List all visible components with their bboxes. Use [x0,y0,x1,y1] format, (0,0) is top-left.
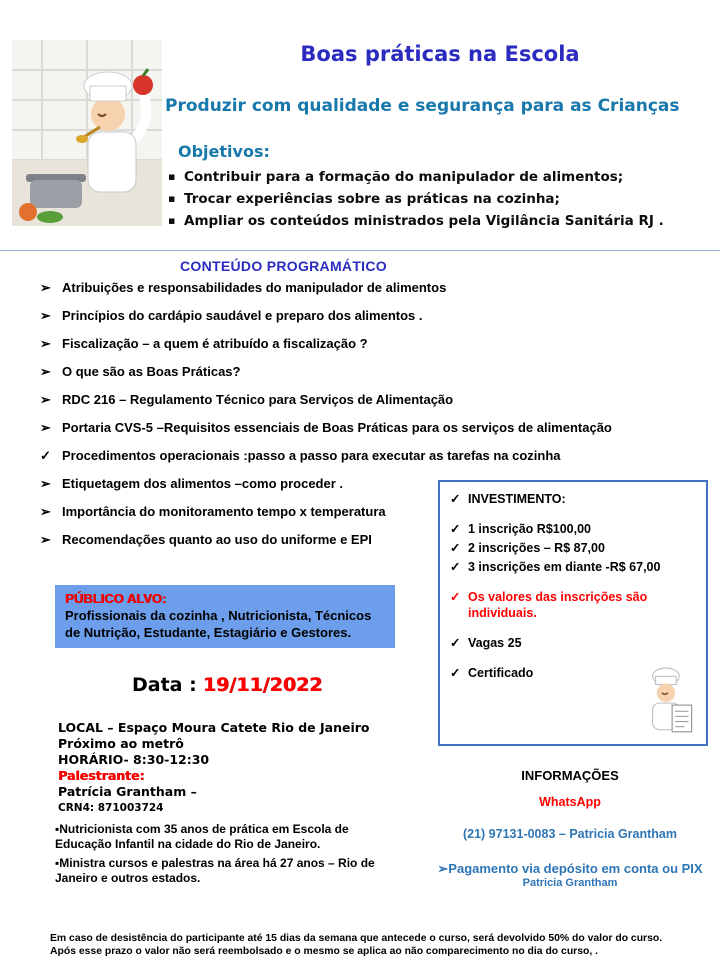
objectives-title: Objetivos: [178,142,270,161]
arrow-bullet-icon: ➢ [40,336,51,351]
payment-line: ➢Pagamento via depósito em conta ou PIX [437,861,703,876]
payment-name: Patricia Grantham [522,877,618,889]
footer-line: Após esse prazo o valor não será reembolsado e o mesmo se aplica ao não comparecimento no dia do curso, . [50,946,598,957]
investment-price [450,521,696,537]
publico-alvo-body: Profissionais da cozinha , Nutricionista, Técnicos de Nutrição, Estudante, Estagiário e Gestores. [65,608,372,640]
bio-paragraph: ▪Ministra cursos e palestras na área há 27 anos – Rio de Janeiro e outros estados. [55,856,375,885]
program-item-text: Procedimentos operacionais :passo a passo para executar as tarefas na cozinha [62,448,561,463]
chef-illustration [12,40,162,226]
program-item-text: O que são as Boas Práticas? [62,364,241,379]
check-icon: ✓ [450,636,461,650]
investment-title [450,491,696,507]
check-icon: ✓ [40,448,51,463]
footer-disclaimer [50,932,690,958]
program-item [40,448,660,464]
bio-block [55,822,393,890]
square-bullet-icon: ▪ [168,214,176,227]
palestrante-name: Patrícia Grantham – [58,784,197,799]
objective-text: Trocar experiências sobre as práticas na cozinha; [184,191,560,207]
program-item-text: Portaria CVS-5 –Requisitos essenciais de Boas Práticas para os serviços de alimentação [62,420,612,435]
objective-text: Contribuir para a formação do manipulador de alimentos; [184,169,624,185]
contact-block [428,768,712,889]
arrow-bullet-icon: ➢ [40,532,51,547]
arrow-bullet-icon: ➢ [40,308,51,323]
chef-certificate-illustration [638,666,698,738]
objectives-list [168,166,708,232]
investment-note [450,589,696,621]
investment-vagas-text: Vagas 25 [468,636,522,650]
page-title: Boas práticas na Escola [300,42,580,66]
program-item [40,308,660,324]
investment-price-text: 2 inscrições – R$ 87,00 [468,541,605,555]
program-item [40,420,660,436]
check-icon: ✓ [450,541,461,555]
objective-text: Ampliar os conteúdos ministrados pela Vigilância Sanitária RJ . [184,213,664,229]
check-icon: ✓ [450,560,461,574]
contact-title: INFORMAÇÕES [521,768,619,783]
program-item [40,280,660,296]
investment-note-text: Os valores das inscrições são individuais. [468,590,648,620]
arrow-bullet-icon: ➢ [40,504,51,519]
arrow-bullet-icon: ➢ [40,420,51,435]
arrow-bullet-icon: ➢ [40,280,51,295]
check-icon: ✓ [450,590,461,604]
program-item-text: Importância do monitoramento tempo x temperatura [62,504,386,519]
objective-item [168,210,708,232]
publico-alvo-title: PÚBLICO ALVO: [65,591,167,606]
program-item-text: Princípios do cardápio saudável e preparo dos alimentos . [62,308,423,323]
check-icon: ✓ [450,666,461,680]
objective-item [168,188,708,210]
palestrante-crn: CRN4: 871003724 [58,802,164,814]
program-item-text: RDC 216 – Regulamento Técnico para Serviços de Alimentação [62,392,454,407]
program-item-text: Atribuições e responsabilidades do manipulador de alimentos [62,280,447,295]
investment-certificado-text: Certificado [468,666,534,680]
arrow-bullet-icon: ➢ [40,476,51,491]
local-block [58,720,418,816]
date-value: 19/11/2022 [202,674,323,696]
local-line: Próximo ao metrô [58,736,184,751]
program-item [40,364,660,380]
palestrante-label: Palestrante: [58,768,145,783]
investment-price [450,559,696,575]
program-item-text: Fiscalização – a quem é atribuído a fiscalização ? [62,336,368,351]
publico-alvo-box [55,585,395,648]
square-bullet-icon: ▪ [168,192,176,205]
arrow-bullet-icon: ➢ [40,392,51,407]
objective-item [168,166,708,188]
local-line: HORÁRIO- 8:30-12:30 [58,752,210,767]
section-divider [0,250,720,251]
program-item-text: Recomendações quanto ao uso do uniforme e EPI [62,532,372,547]
investment-title-text: INVESTIMENTO: [468,492,566,506]
investment-price-text: 1 inscrição R$100,00 [468,522,591,536]
contact-phone: (21) 97131-0083 – Patricia Grantham [462,827,677,841]
check-icon: ✓ [450,492,461,506]
program-item [40,392,660,408]
investment-price-text: 3 inscrições em diante -R$ 67,00 [468,560,661,574]
square-bullet-icon: ▪ [168,170,176,183]
arrow-bullet-icon: ➢ [40,364,51,379]
date-label: Data : [132,674,197,696]
date-line [132,674,322,696]
page-subtitle: Produzir com qualidade e segurança para as Crianças [165,96,680,116]
investment-price [450,540,696,556]
footer-line: Em caso de desistência do participante até 15 dias da semana que antecede o curso, será devolvido 50% do valor do curso. [50,933,663,944]
program-item-text: Etiquetagem dos alimentos –como proceder . [62,476,344,491]
program-item [40,336,660,352]
local-line: LOCAL – Espaço Moura Catete Rio de Janeiro [58,720,370,735]
investment-box [438,480,708,746]
check-icon: ✓ [450,522,461,536]
program-title: CONTEÚDO PROGRAMÁTICO [180,258,387,274]
whatsapp-label: WhatsApp [539,795,601,809]
investment-vagas [450,635,696,651]
bio-paragraph: ▪Nutricionista com 35 anos de prática em Escola de Educação Infantil na cidade do Rio de Janeiro. [55,822,349,851]
